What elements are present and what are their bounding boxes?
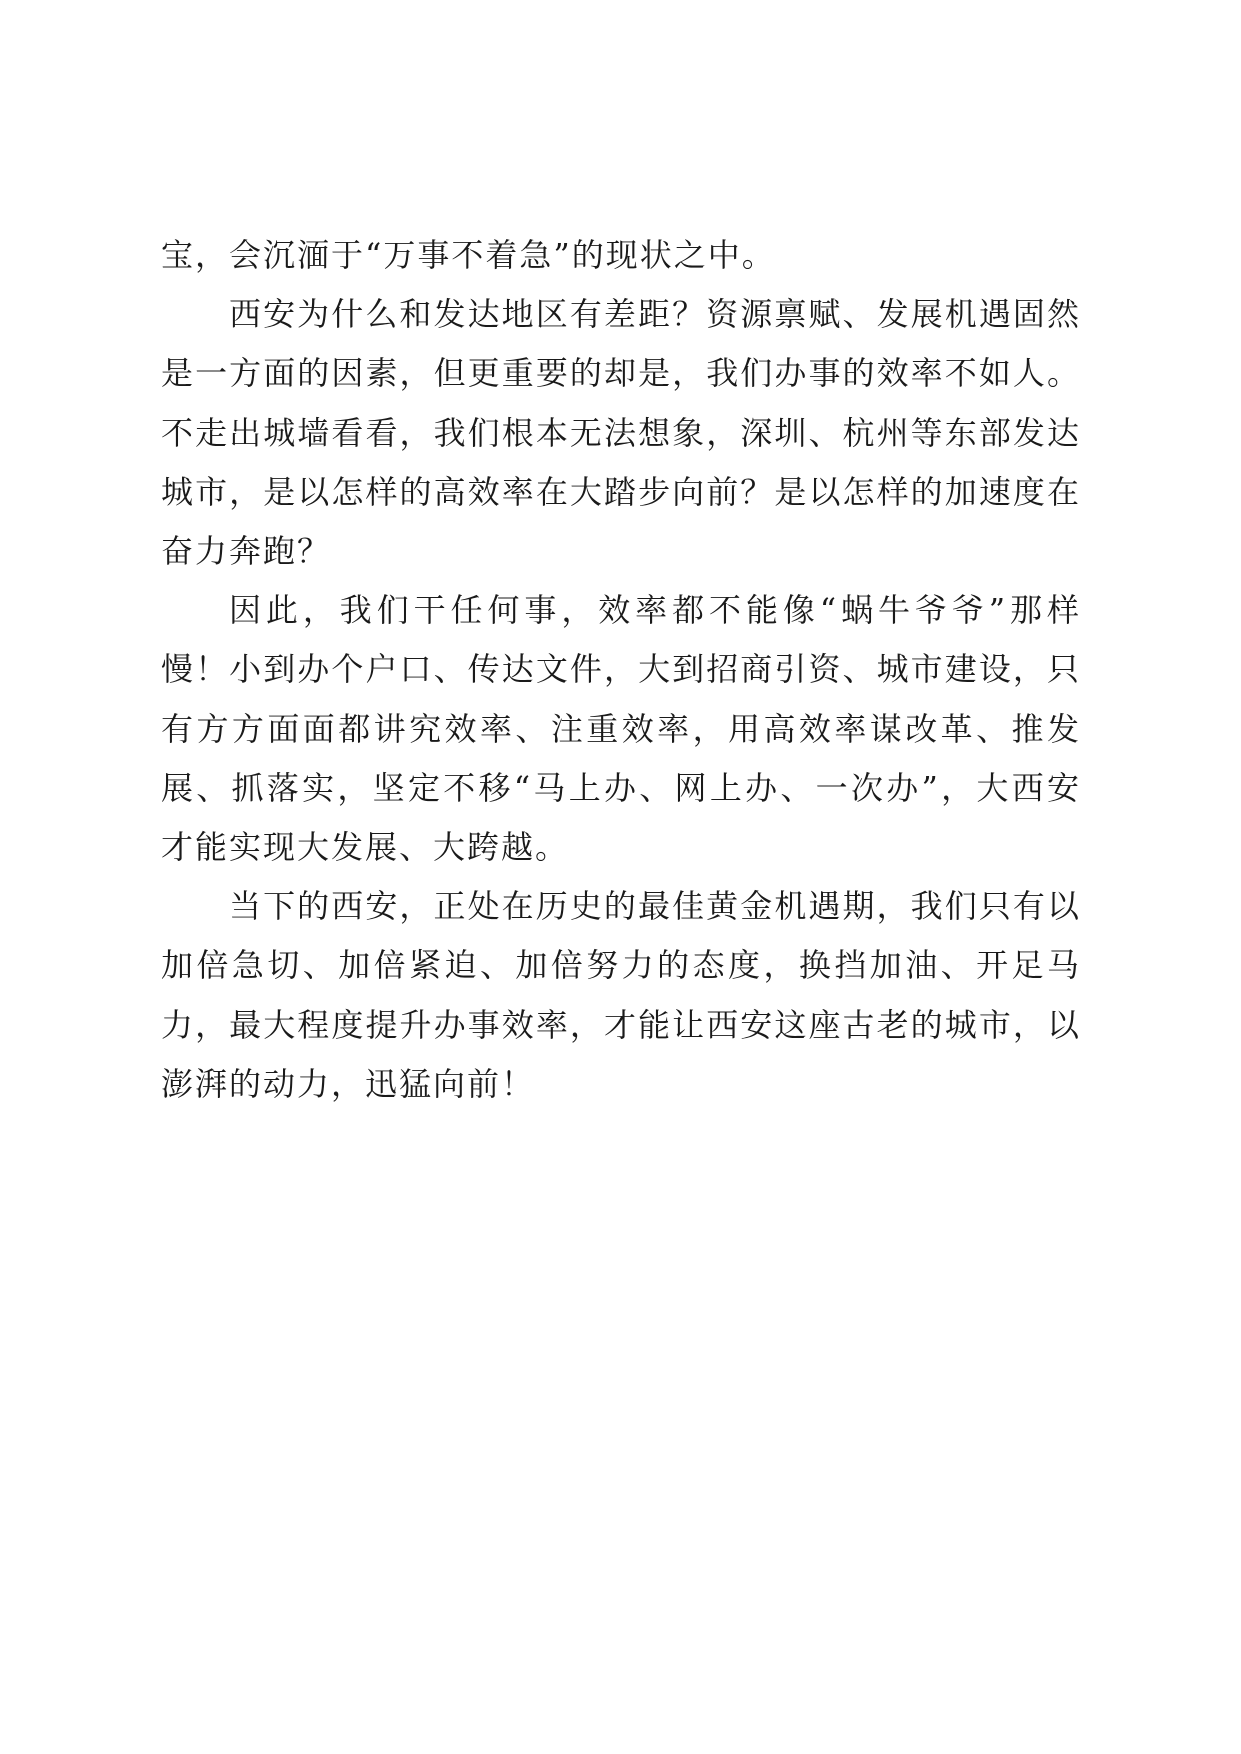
- paragraph-efficiency: 因此，我们干任何事，效率都不能像“蜗牛爷爷”那样慢！小到办个户口、传达文件，大到招商引资、城市建设，只有方方面面都讲究效率、注重效率，用高效率谋改革、推发展、抓落实，坚定不移“马上办、网上办、一次办”，大西安才能实现大发展、大跨越。: [161, 591, 1081, 867]
- paragraph-xian-gap: 西安为什么和发达地区有差距？资源禀赋、发展机遇固然是一方面的因素，但更重要的却是，我们办事的效率不如人。不走出城墙看看，我们根本无法想象，深圳、杭州等东部发达城市，是以怎样的高效率在大踏步向前？是以怎样的加速度在奋力奔跑？: [161, 295, 1081, 571]
- paragraph-golden-opportunity: 当下的西安，正处在历史的最佳黄金机遇期，我们只有以加倍急切、加倍紧迫、加倍努力的态度，换挡加油、开足马力，最大程度提升办事效率，才能让西安这座古老的城市，以澎湃的动力，迅猛向前！: [161, 887, 1081, 1103]
- paragraph-continuation: 宝，会沉湎于“万事不着急”的现状之中。: [161, 236, 776, 274]
- document-body: [161, 226, 1081, 1114]
